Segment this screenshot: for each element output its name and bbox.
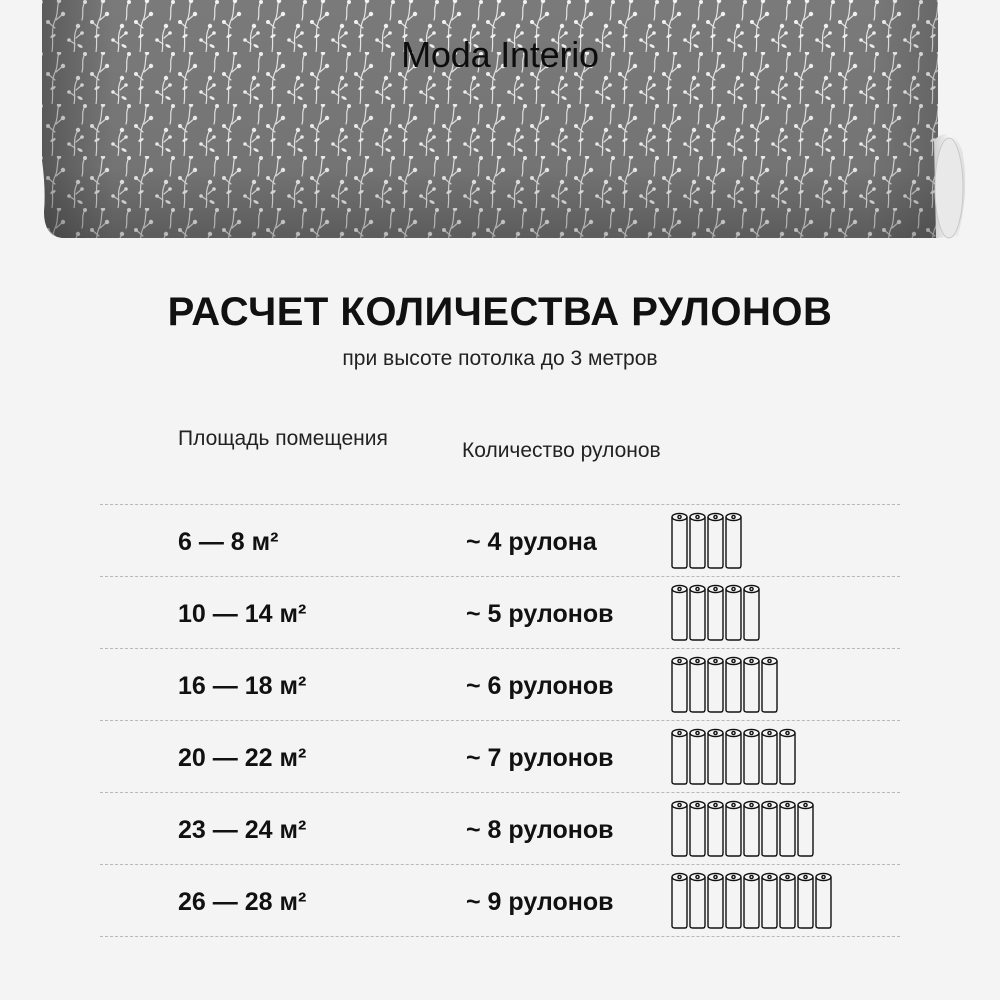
column-header-count: Количество рулонов bbox=[462, 439, 661, 462]
wallpaper-roll-icon bbox=[672, 801, 687, 856]
wallpaper-roll-icon bbox=[672, 513, 687, 568]
roll-count-value: ~ 4 рулона bbox=[466, 528, 597, 556]
wallpaper-roll-icon bbox=[780, 729, 795, 784]
area-value: 23 — 24 м² bbox=[178, 816, 307, 844]
wallpaper-roll-icon bbox=[762, 729, 777, 784]
wallpaper-roll-icon bbox=[708, 585, 723, 640]
roll-count-value: ~ 6 рулонов bbox=[466, 672, 614, 700]
wallpaper-roll-icon bbox=[816, 873, 831, 928]
rolls-icons bbox=[670, 656, 782, 714]
wallpaper-roll-icon bbox=[744, 801, 759, 856]
rolls-icons bbox=[670, 584, 764, 642]
area-value: 10 — 14 м² bbox=[178, 600, 307, 628]
wallpaper-roll-icon bbox=[708, 729, 723, 784]
wallpaper-roll-icon bbox=[780, 801, 795, 856]
wallpaper-roll-icon bbox=[762, 873, 777, 928]
area-value: 26 — 28 м² bbox=[178, 888, 307, 916]
rolls-icons bbox=[670, 800, 818, 858]
table-row bbox=[100, 792, 900, 864]
wallpaper-roll-icon bbox=[690, 729, 705, 784]
wallpaper-roll-icon bbox=[672, 585, 687, 640]
wallpaper-roll-icon bbox=[726, 657, 741, 712]
wallpaper-roll-icon bbox=[798, 873, 813, 928]
table-row bbox=[100, 504, 900, 576]
page-title: РАСЧЕТ КОЛИЧЕСТВА РУЛОНОВ bbox=[167, 290, 833, 334]
wallpaper-roll-icon bbox=[726, 513, 741, 568]
wallpaper-roll-icon bbox=[690, 801, 705, 856]
wallpaper-roll-icon bbox=[708, 873, 723, 928]
table-row bbox=[100, 648, 900, 720]
rolls-icon-group bbox=[670, 656, 782, 714]
brand-name: Moda Interio bbox=[401, 34, 599, 75]
wallpaper-roll-icon bbox=[762, 801, 777, 856]
wallpaper-roll-icon bbox=[708, 513, 723, 568]
wallpaper-roll-icon bbox=[762, 657, 777, 712]
column-header-area: Площадь помещения bbox=[178, 427, 388, 450]
wallpaper-roll-icon bbox=[690, 873, 705, 928]
area-value: 16 — 18 м² bbox=[178, 672, 307, 700]
wallpaper-roll-icon bbox=[708, 801, 723, 856]
rolls-icon-group bbox=[670, 872, 836, 930]
rolls-icons bbox=[670, 872, 836, 930]
wallpaper-roll-icon bbox=[726, 873, 741, 928]
rolls-icons bbox=[670, 512, 746, 570]
wallpaper-roll-icon bbox=[798, 801, 813, 856]
rolls-icon-group bbox=[670, 512, 746, 570]
rolls-icons bbox=[670, 728, 800, 786]
wallpaper-roll-icon bbox=[672, 657, 687, 712]
rolls-icon-group bbox=[670, 584, 764, 642]
area-value: 6 — 8 м² bbox=[178, 528, 279, 556]
wallpaper-roll-icon bbox=[744, 585, 759, 640]
wallpaper-roll-icon bbox=[744, 729, 759, 784]
roll-count-value: ~ 9 рулонов bbox=[466, 888, 614, 916]
roll-calculation-table bbox=[100, 504, 900, 937]
wallpaper-roll-icon bbox=[708, 657, 723, 712]
table-row bbox=[100, 576, 900, 648]
page-subtitle: при высоте потолка до 3 метров bbox=[342, 347, 658, 370]
area-value: 20 — 22 м² bbox=[178, 744, 307, 772]
wallpaper-roll-icon bbox=[726, 729, 741, 784]
rolls-icon-group bbox=[670, 728, 800, 786]
wallpaper-roll-icon bbox=[690, 585, 705, 640]
table-row bbox=[100, 720, 900, 792]
wallpaper-roll-icon bbox=[690, 513, 705, 568]
wallpaper-roll-icon bbox=[744, 873, 759, 928]
table-row bbox=[100, 864, 900, 937]
roll-count-value: ~ 8 рулонов bbox=[466, 816, 614, 844]
wallpaper-roll-icon bbox=[690, 657, 705, 712]
roll-count-value: ~ 5 рулонов bbox=[466, 600, 614, 628]
wallpaper-roll-icon bbox=[672, 873, 687, 928]
wallpaper-roll-icon bbox=[672, 729, 687, 784]
roll-count-value: ~ 7 рулонов bbox=[466, 744, 614, 772]
wallpaper-roll-icon bbox=[780, 873, 795, 928]
wallpaper-roll-icon bbox=[744, 657, 759, 712]
rolls-icon-group bbox=[670, 800, 818, 858]
wallpaper-roll-icon bbox=[726, 585, 741, 640]
wallpaper-roll-icon bbox=[726, 801, 741, 856]
